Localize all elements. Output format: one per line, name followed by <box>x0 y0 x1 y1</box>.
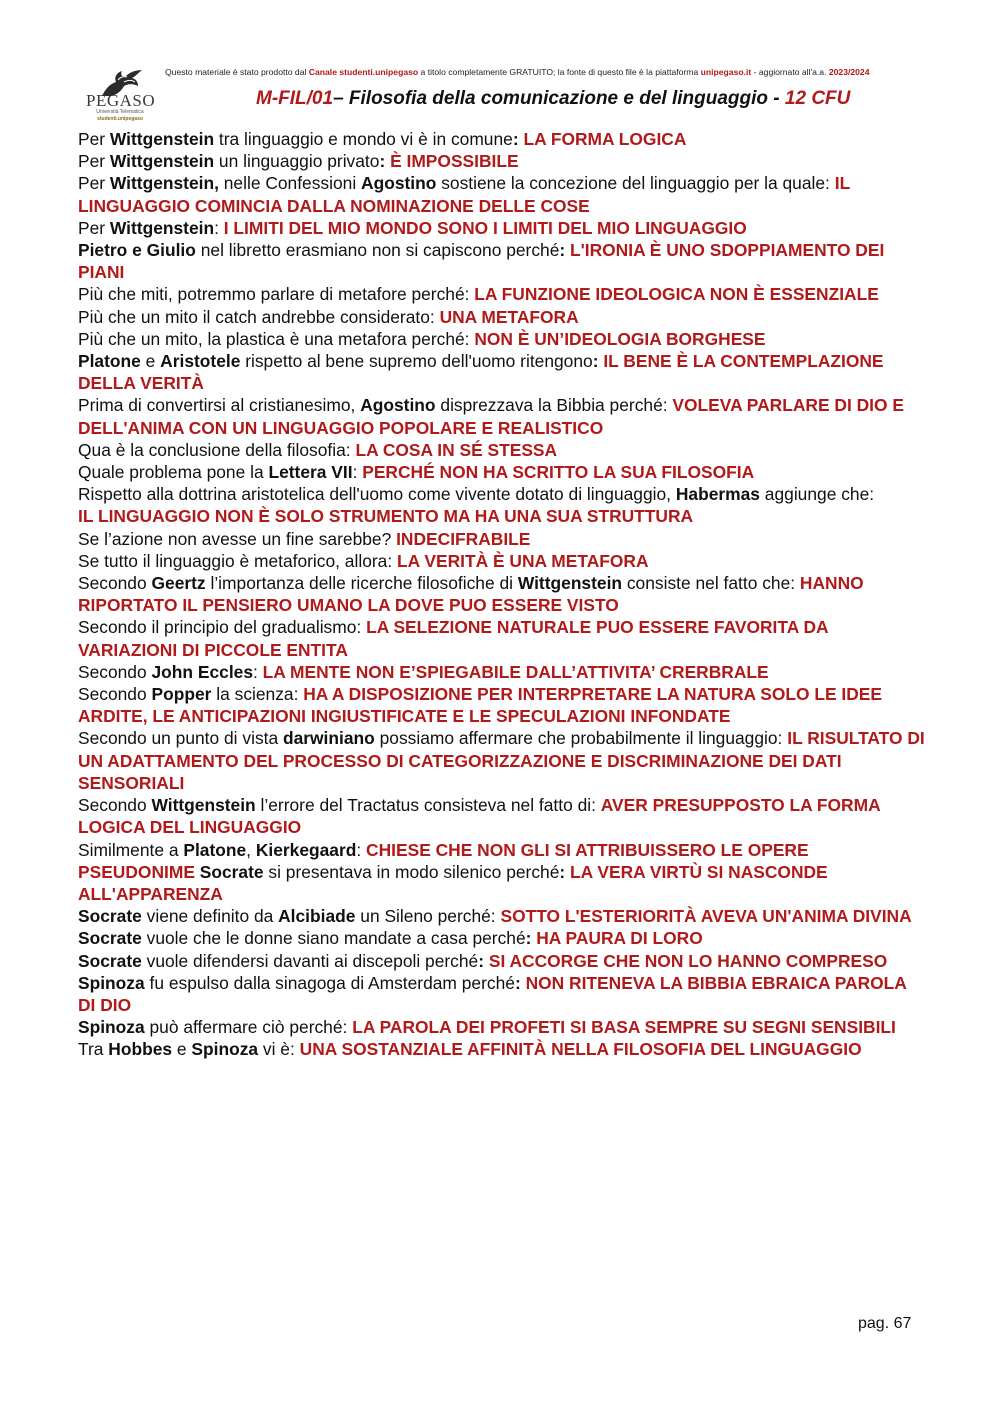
question-text: l’importanza delle ricerche filosofiche di <box>205 573 518 594</box>
question-text: vuole difendersi davanti ai discepoli perché <box>141 950 479 971</box>
keyword: Popper <box>151 684 212 705</box>
qa-entry <box>78 350 928 394</box>
keyword: Wittgenstein <box>109 151 215 172</box>
qa-entry <box>78 683 928 727</box>
question-text: si presentava in modo silenico perché <box>263 861 560 882</box>
answer-text: IL BENE È LA CONTEMPLAZIONE DELLA VERITÀ <box>78 351 884 394</box>
keyword: Socrate <box>78 950 142 971</box>
answer-text: AVER PRESUPPOSTO LA FORMA LOGICA DEL LINGUAGGIO <box>78 795 881 838</box>
answer-text: HA A DISPOSIZIONE PER INTERPRETARE LA NATURA SOLO LE IDEE ARDITE, LE ANTICIPAZIONI INGIUSTIFICATE E LE SPECULAZIONI INFONDATE <box>78 684 883 727</box>
question-text: Per <box>78 151 110 172</box>
notice-highlight: Canale studenti.unipegaso <box>308 67 419 77</box>
qa-entry <box>78 950 928 1017</box>
question-text: Se tutto il linguaggio è metaforico, allora: <box>78 550 398 571</box>
question-text: viene definito da <box>141 906 279 927</box>
answer-text: LA VERA VIRTÙ SI NASCONDE ALL'APPARENZA <box>78 861 828 904</box>
question-text: Secondo <box>78 795 152 816</box>
qa-entry <box>78 306 928 328</box>
keyword: Wittgenstein, <box>109 173 219 194</box>
question-text: Secondo un punto di vista <box>78 728 283 749</box>
keyword: Platone <box>183 839 247 860</box>
question-text: la scienza: <box>211 684 304 705</box>
keyword: : <box>478 950 489 971</box>
answer-text: SI ACCORGE CHE NON LO HANNO COMPRESO <box>488 950 888 971</box>
question-text: nel libretto erasmiano non si capiscono perché <box>195 240 560 261</box>
question-text: sostiene la concezione del linguaggio per la quale: <box>436 173 835 194</box>
answer-text: LA VERITÀ È UNA METAFORA <box>397 550 649 571</box>
keyword: Alcibiade <box>278 906 356 927</box>
qa-entry <box>78 172 928 216</box>
logo-subtitle: Università Telematica <box>96 109 144 115</box>
keyword: : <box>525 928 537 949</box>
answer-text: LA SELEZIONE NATURALE PUO ESSERE FAVORITA DA VARIAZIONI DI PICCOLE ENTITA <box>78 617 828 660</box>
question-text: consiste nel fatto che: <box>622 573 800 594</box>
keyword: Geertz <box>151 573 206 594</box>
notice-text: a titolo completamente GRATUITO; la fonte di questo file è la piattaforma <box>418 67 701 77</box>
qa-entry <box>78 528 928 550</box>
keyword: Platone <box>78 351 141 372</box>
question-text: vuole che le donne siano mandate a casa perché <box>141 928 526 949</box>
question-text: Per <box>78 217 110 238</box>
course-code: M-FIL/01 <box>256 88 334 109</box>
question-text: rispetto al bene supremo dell'uomo ritengono <box>240 351 593 372</box>
answer-text: L'IRONIA È UNO SDOPPIAMENTO DEI PIANI <box>78 240 885 283</box>
keyword: : <box>592 351 604 372</box>
question-text: , <box>246 839 256 860</box>
qa-entry <box>78 239 928 283</box>
qa-entry <box>78 661 928 683</box>
qa-entry <box>78 439 928 461</box>
notice-text: Questo materiale è stato prodotto dal <box>165 67 309 77</box>
keyword: Agostino <box>361 173 437 194</box>
keyword: Hobbes <box>108 1039 173 1060</box>
answer-text: PERCHÉ NON HA SCRITTO LA SUA FILOSOFIA <box>362 462 755 483</box>
keyword: Spinoza <box>78 1017 145 1038</box>
keyword: John Eccles <box>151 661 253 682</box>
qa-entry <box>78 150 928 172</box>
keyword: Wittgenstein <box>109 217 215 238</box>
logo-wordmark: PEGASO <box>86 91 156 110</box>
keyword: Socrate <box>194 861 264 882</box>
answer-text: IL RISULTATO DI UN ADATTAMENTO DEL PROCESSO DI CATEGORIZZAZIONE E DISCRIMINAZIONE DEI DATI SENSORIALI <box>78 728 925 793</box>
question-text: Quale problema pone la <box>78 462 269 483</box>
answer-text: SOTTO L'ESTERIORITÀ AVEVA UN'ANIMA DIVINA <box>500 906 912 927</box>
question-text: e <box>172 1039 192 1060</box>
question-text: : <box>356 839 367 860</box>
question-text: Similmente a <box>78 839 184 860</box>
notice-highlight: 2023/2024 <box>828 67 870 77</box>
keyword: Socrate <box>78 906 142 927</box>
keyword: Spinoza <box>191 1039 259 1060</box>
question-text: Più che un mito, la plastica è una metafora perché: <box>78 328 475 349</box>
qa-entry <box>78 283 928 305</box>
question-text: Secondo il principio del gradualismo: <box>78 617 367 638</box>
question-text: Per <box>78 129 110 149</box>
qa-list <box>78 128 928 1061</box>
question-text: fu espulso dalla sinagoga di Amsterdam perché <box>144 972 515 993</box>
qa-entry <box>78 328 928 350</box>
answer-text: I LIMITI DEL MIO MONDO SONO I LIMITI DEL MIO LINGUAGGIO <box>223 217 747 238</box>
question-text: : <box>253 661 263 682</box>
question-text: Secondo <box>78 661 152 682</box>
answer-text: UNA SOSTANZIALE AFFINITÀ NELLA FILOSOFIA DEL LINGUAGGIO <box>299 1039 862 1060</box>
question-text: Rispetto alla dottrina aristotelica dell'uomo come vivente dotato di linguaggio, <box>78 484 676 505</box>
answer-text: LA MENTE NON E’SPIEGABILE DALL’ATTIVITA’ CRERBRALE <box>262 661 769 682</box>
question-text: : <box>214 217 224 238</box>
answer-text: HA PAURA DI LORO <box>536 928 703 949</box>
qa-entry <box>78 217 928 239</box>
answer-text: IL LINGUAGGIO NON È SOLO STRUMENTO MA HA UNA SUA STRUTTURA <box>78 506 694 527</box>
answer-text: INDECIFRABILE <box>396 528 531 549</box>
qa-entry <box>78 572 928 616</box>
course-credits: 12 CFU <box>784 88 851 109</box>
qa-entry <box>78 394 928 438</box>
qa-entry <box>78 727 928 794</box>
question-text: un linguaggio privato <box>214 151 380 172</box>
course-name: – Filosofia della comunicazione e del linguaggio - <box>333 88 785 109</box>
keyword: Wittgenstein <box>517 573 623 594</box>
page-number: pag. 67 <box>858 1315 912 1332</box>
question-text: Per <box>78 173 110 194</box>
question-text: Prima di convertirsi al cristianesimo, <box>78 395 361 416</box>
answer-text: IL LINGUAGGIO COMINCIA DALLA NOMINAZIONE DELLE COSE <box>78 173 850 216</box>
question-text: nelle Confessioni <box>218 173 362 194</box>
answer-text: LA FORMA LOGICA <box>523 129 687 149</box>
keyword: Habermas <box>675 484 760 505</box>
keyword: Agostino <box>360 395 436 416</box>
qa-entry <box>78 1038 928 1060</box>
keyword: Kierkegaard <box>255 839 357 860</box>
keyword: : <box>514 972 526 993</box>
qa-entry <box>78 128 928 150</box>
keyword: : <box>379 151 391 172</box>
answer-text: LA FUNZIONE IDEOLOGICA NON È ESSENZIALE <box>474 284 879 305</box>
answer-text: HANNO RIPORTATO IL PENSIERO UMANO LA DOVE PUO ESSERE VISTO <box>78 573 864 616</box>
answer-text: UNA METAFORA <box>439 306 579 327</box>
question-text: Più che un mito il catch andrebbe considerato: <box>78 306 440 327</box>
answer-text: LA PAROLA DEI PROFETI SI BASA SEMPRE SU SEGNI SENSIBILI <box>352 1017 896 1038</box>
keyword: Lettera VII <box>268 462 353 483</box>
qa-entry <box>78 483 928 527</box>
qa-entry <box>78 1016 928 1038</box>
question-text: e <box>140 351 161 372</box>
answer-text: CHIESE CHE NON GLI SI ATTRIBUISSERO LE OPERE PSEUDONIME <box>78 839 809 882</box>
keyword: : <box>559 240 570 261</box>
keyword: Wittgenstein <box>151 795 256 816</box>
keyword: Wittgenstein <box>109 129 215 149</box>
pegaso-logo <box>86 68 154 124</box>
answer-text: NON È UN’IDEOLOGIA BORGHESE <box>474 328 766 349</box>
course-title <box>256 88 850 110</box>
question-text: vi è: <box>258 1039 300 1060</box>
question-text: un Sileno perché: <box>355 906 501 927</box>
notice-text: - aggiornato all'a.a. <box>751 67 829 77</box>
qa-entry <box>78 550 928 572</box>
header-notice <box>165 66 925 78</box>
qa-entry <box>78 461 928 483</box>
keyword: darwiniano <box>282 728 375 749</box>
question-text: l’errore del Tractatus consisteva nel fatto di: <box>255 795 601 816</box>
question-text: Tra <box>78 1039 109 1060</box>
question-text: Qua è la conclusione della filosofia: <box>78 439 356 460</box>
question-text: Secondo <box>78 684 152 705</box>
question-text: : <box>352 462 363 483</box>
notice-highlight: unipegaso.it <box>700 67 752 77</box>
keyword: Socrate <box>78 928 142 949</box>
answer-text: LA COSA IN SÉ STESSA <box>355 439 558 460</box>
question-text: tra linguaggio e mondo vi è in comune <box>214 129 513 149</box>
qa-entry <box>78 905 928 949</box>
logo-tagline: studenti.unipegaso <box>97 116 143 122</box>
keyword: Aristotele <box>160 351 241 372</box>
question-text: aggiunge che: <box>759 484 875 505</box>
question-text: Se l’azione non avesse un fine sarebbe? <box>78 528 397 549</box>
question-text: Secondo <box>78 573 152 594</box>
keyword: Spinoza <box>78 972 145 993</box>
qa-entry <box>78 794 928 838</box>
question-text: Più che miti, potremmo parlare di metafore perché: <box>78 284 475 305</box>
keyword: Pietro e Giulio <box>78 240 196 261</box>
keyword: : <box>559 861 570 882</box>
answer-text: È IMPOSSIBILE <box>390 151 519 172</box>
question-text: possiamo affermare che probabilmente il linguaggio: <box>374 728 788 749</box>
question-text: può affermare ciò perché: <box>144 1017 353 1038</box>
qa-entry <box>78 616 928 660</box>
question-text: disprezzava la Bibbia perché: <box>435 395 673 416</box>
qa-entry <box>78 839 928 906</box>
answer-text: VOLEVA PARLARE DI DIO E DELL'ANIMA CON UN LINGUAGGIO POPOLARE E REALISTICO <box>78 395 904 438</box>
answer-text: NON RITENEVA LA BIBBIA EBRAICA PAROLA DI DIO <box>78 972 907 1015</box>
keyword: : <box>512 129 524 149</box>
